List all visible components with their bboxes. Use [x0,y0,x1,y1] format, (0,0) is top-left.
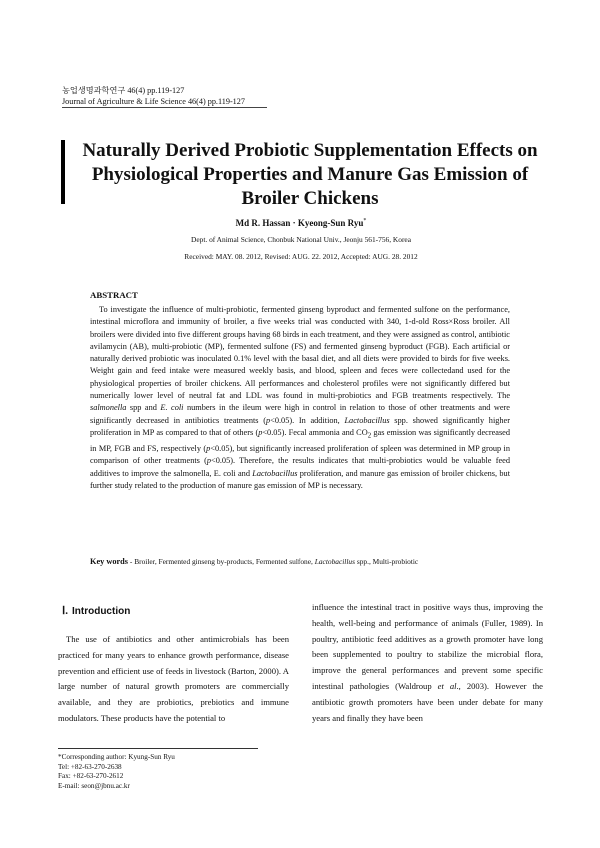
abstract-italic: p [265,415,271,425]
intro-text: influence the intestinal tract in positive ways thus, improving the health, well-being and performance of animals (Fuller, 1989). In poultry, antibiotic feed additives as a growth promoter have long been supplemented to poultry to stabilize the microbial flora, improve the general performances and prevent some specific intestinal pathologies (Waldroup [312,602,543,691]
author-names: Md R. Hassan · Kyeong-Sun Ryu [235,218,364,228]
keywords-text: Broiler, Fermented ginseng by-products, Fermented sulfone, [134,557,315,566]
abstract-heading: ABSTRACT [90,290,138,300]
affiliation: Dept. of Animal Science, Chonbuk National Univ., Jeonju 561-756, Korea [191,235,411,244]
paper-title: Naturally Derived Probiotic Supplementation Effects on Physiological Properties and Manure Gas Emission of Broiler Chickens [82,140,538,209]
journal-line-english: Journal of Agriculture & Life Science 46(4) pp.119-127 [62,96,245,106]
abstract-text: To investigate the influence of multi-probiotic, fermented ginseng byproduct and fermented sulfone on the performance, intestinal microflora and immunity of broiler, a five weeks trial was conducted with 340, 1-d-old Ross×Ross broiler. All broilers were divided into five different groups having 68 birds in each treatment, and they were assigned as control, antibiotic avilamycin (AB), multi-probiotic (MP), fermented sulfone (FS) and fermented ginseng byproduct (FGB). Each artificial or naturally derived probiotic was inoculated 0.1% level with the basal diet, and all diets were provided to birds for five weeks. Weight gain and feed intake were measured weekly basis, and blood, spleen and feces were collectedand used for the physiological properties of broiler chickens. All performances and cholesterol profiles were not significantly differed but numerically lower level of neutral fat and LDL was found in multi-probiotics and FGB treatments respectively. The [90,305,510,401]
section-number: Ⅰ. [62,605,68,617]
section-heading-introduction [62,604,130,617]
abstract-italic: p [206,456,212,466]
title-accent-bar [61,140,65,204]
keywords-italic: Lactobacillus [314,557,355,566]
footnote-divider [58,748,258,749]
corresponding-author: *Corresponding author: Kyung-Sun Ryu [58,753,175,761]
abstract-body [90,304,510,492]
abstract-text: <0.05). Therefore, the results indicates that multi-probiotics would be valuable feed additives to improve the salmonella, E. coli and [90,456,510,478]
abstract-text: numbers in the ileum were high in control in relation to those of other treatments and were significantly decreased in antibiotics treatments ( [90,403,510,425]
intro-text: ., 2003). However the antibiotic growth promoters have been under debate for many years and finally they have been [312,680,543,723]
keywords-label: Key words [90,557,129,566]
abstract-italic: salmonella [90,403,127,413]
abstract-italic: Lactobacillus [344,415,390,425]
keywords-separator: - [128,557,135,566]
abstract-italic: p [258,427,263,437]
intro-italic: et al [437,680,457,691]
intro-left-column: The use of antibiotics and other antimicrobials has been practiced for many years to enhance growth performance, disease prevention and efficient use of feeds in livestock (Barton, 2000). A large number of natural growth promoters are commercially available, and they are probiotics, prebiotics and immune modulators. These products have the potential to [58,634,289,723]
journal-line-korean: 농업생명과학연구 46(4) pp.119-127 [62,86,185,95]
abstract-subscript: 2 [367,432,372,440]
email: E-mail: seon@jbnu.ac.kr [58,781,130,790]
footnote [58,753,175,791]
abstract-text: <0.05), but significantly increased proliferation of spleen was determined in MP group in comparison of other treatments ( [90,443,510,466]
telephone: Tel: +82-63-270-2638 [58,762,122,771]
abstract-text: gas emission was significantly decreased in MP, FGB and FS, respectively ( [90,427,511,453]
keywords-text: spp., Multi-probiotic [354,557,419,566]
authors [62,218,540,228]
abstract-text: <0.05). In addition, [270,415,345,425]
intro-right-column [312,600,543,726]
abstract-text: <0.05). Fecal ammonia and CO [262,427,368,437]
abstract-text: proliferation, and manure gas emission of broiler chickens, but further study related to the production of manure gas emission of MP is necessary. [90,468,510,490]
keywords [90,557,530,566]
abstract-text: spp and [126,403,161,413]
abstract-italic: p [206,443,211,453]
abstract-text: spp. showed significantly higher proliferation in MP as compared to that of others ( [90,415,511,437]
fax: Fax: +82-63-270-2612 [58,772,124,781]
journal-divider [62,107,267,108]
corresponding-mark: * [363,218,367,224]
abstract-italic: E. coli [160,403,184,413]
abstract-italic: Lactobacillus [252,468,298,478]
submission-dates: Received: MAY. 08. 2012, Revised: AUG. 22. 2012, Accepted: AUG. 28. 2012 [184,252,418,261]
section-title: Introduction [72,606,131,617]
journal-header [62,86,245,107]
